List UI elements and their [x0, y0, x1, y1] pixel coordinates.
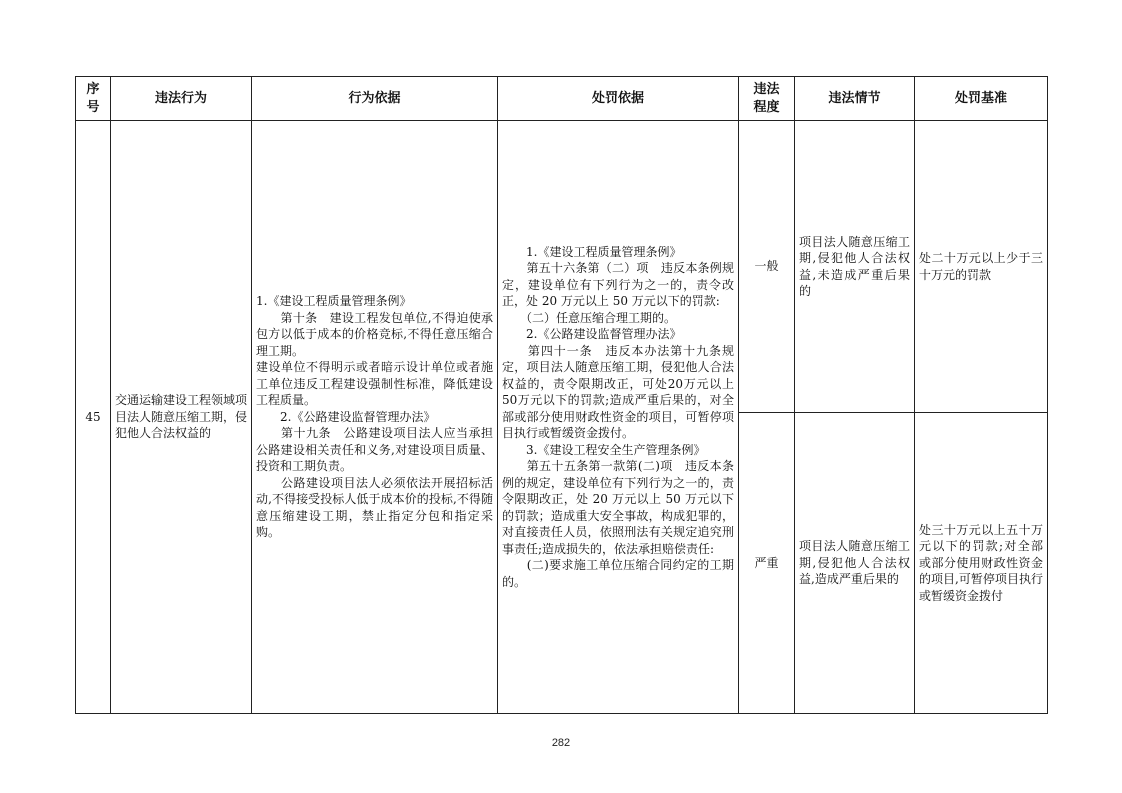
table-header-row: [76, 77, 1048, 121]
header-penalty-standard: 处罚基准: [915, 77, 1048, 121]
header-act-basis: 行为依据: [252, 77, 498, 121]
table-row: [76, 121, 1048, 413]
degree-general: 一般: [739, 121, 795, 413]
row-penalty-basis: 1.《建设工程质量管理条例》 第五十六条第（二）项 违反本条例规定，建设单位有下列行为之一的，责令改正，处 20 万元以上 50 万元以下的罚款: （二）任意压缩合理工期的。 2.《公路建设监督管理办法》 第四十一条 违反本办法第十九条规定，项目法人随意压缩工期，侵犯他人合法权益的，责令限期改正，可处20万元以上 50万元以下的罚款;造成严重后果的，对全部或部分使用财政性资金的项目，可暂停项目执行或暂缓资金拨付。 3.《建设工程安全生产管理条例》 第五十五条第一款第(二)项 违反本条例的规定，建设单位有下列行为之一的，责令限期改正，处 20 万元以上 50 万元以下的罚款；造成重大安全事故，构成犯罪的，对直接责任人员，依照刑法有关规定追究刑事责任;造成损失的，依法承担赔偿责任: (二)要求施工单位压缩合同约定的工期的。: [498, 121, 739, 714]
standard-serious: 处三十万元以上五十万元以下的罚款;对全部或部分使用财政性资金的项目,可暂停项目执行或暂缓资金拨付: [915, 413, 1048, 714]
row-act-basis: 1.《建设工程质量管理条例》 第十条 建设工程发包单位,不得迫使承包方以低于成本的价格竞标,不得任意压缩合理工期。 建设单位不得明示或者暗示设计单位或者施工单位违反工程建设强制性标准，降低建设工程质量。 2.《公路建设监督管理办法》 第十九条 公路建设项目法人应当承担公路建设相关责任和义务,对建设项目质量、投资和工期负责。 公路建设项目法人必须依法开展招标活动,不得接受投标人低于成本价的投标,不得随意压缩建设工期，禁止指定分包和指定采购。: [252, 121, 498, 714]
header-degree: 违法 程度: [739, 77, 795, 121]
header-circumstance: 违法情节: [795, 77, 915, 121]
header-violation-act: 违法行为: [111, 77, 252, 121]
standard-general: 处二十万元以上少于三十万元的罚款: [915, 121, 1048, 413]
penalty-standard-table: [75, 76, 1048, 714]
page-number: 282: [551, 737, 571, 749]
header-seq: 序 号: [76, 77, 111, 121]
row-seq: 45: [76, 121, 111, 714]
degree-serious: 严重: [739, 413, 795, 714]
circumstance-general: 项目法人随意压缩工期,侵犯他人合法权益,未造成严重后果的: [795, 121, 915, 413]
row-violation-act: 交通运输建设工程领域项目法人随意压缩工期，侵犯他人合法权益的: [111, 121, 252, 714]
circumstance-serious: 项目法人随意压缩工期,侵犯他人合法权益,造成严重后果的: [795, 413, 915, 714]
header-penalty-basis: 处罚依据: [498, 77, 739, 121]
